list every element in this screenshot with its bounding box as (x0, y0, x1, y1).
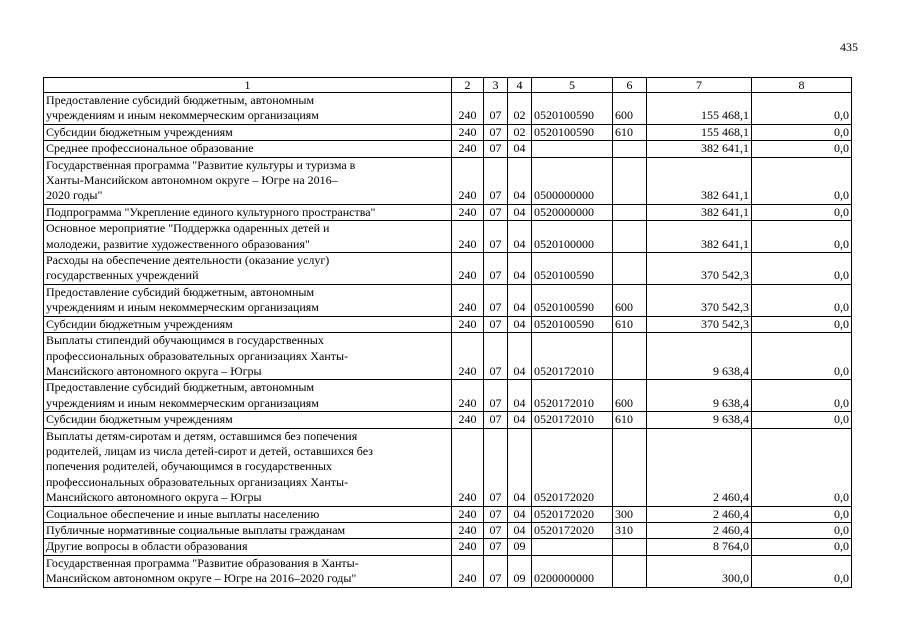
second-amount-cell: 0,0 (752, 539, 852, 555)
amount-cell: 9 638,4 (647, 380, 752, 412)
section-code-cell: 07 (484, 316, 508, 332)
description-line: Выплаты стипендий обучающимся в государственных (46, 333, 324, 348)
description-line: Публичные нормативные социальные выплаты гражданам (46, 522, 346, 537)
section-code-cell: 07 (484, 333, 508, 380)
description-line: попечения родителей, обучающимся в государственных (46, 459, 332, 474)
second-amount-cell: 0,0 (752, 316, 852, 332)
description-cell (44, 93, 452, 125)
subsection-code-cell: 04 (508, 316, 532, 332)
expense-type-cell (613, 333, 647, 380)
section-code-cell: 07 (484, 506, 508, 522)
department-code-cell: 240 (452, 253, 484, 285)
table-row (44, 221, 852, 253)
section-code-cell: 07 (484, 93, 508, 125)
subsection-code-cell: 09 (508, 555, 532, 587)
description-line: Выплаты детям-сиротам и детям, оставшимся без попечения (46, 428, 358, 443)
department-code-cell: 240 (452, 316, 484, 332)
subsection-code-cell: 04 (508, 221, 532, 253)
amount-cell: 9 638,4 (647, 412, 752, 428)
table-row (44, 93, 852, 125)
header-cell: 3 (484, 78, 508, 93)
subsection-code-cell: 04 (508, 253, 532, 285)
amount-cell: 155 468,1 (647, 124, 752, 140)
second-amount-cell: 0,0 (752, 284, 852, 316)
description-cell (44, 204, 452, 220)
description-line: Субсидии бюджетным учреждениям (46, 124, 233, 139)
table-row (44, 157, 852, 204)
target-article-cell: 0520172010 (532, 412, 613, 428)
second-amount-cell: 0,0 (752, 157, 852, 204)
target-article-cell: 0520100590 (532, 93, 613, 125)
description-cell (44, 157, 452, 204)
description-cell (44, 253, 452, 285)
description-cell (44, 221, 452, 253)
description-line: учреждениям и иным некоммерческим организациям (46, 108, 319, 123)
expense-type-cell (613, 141, 647, 157)
department-code-cell: 240 (452, 221, 484, 253)
department-code-cell: 240 (452, 539, 484, 555)
subsection-code-cell: 04 (508, 204, 532, 220)
table-row (44, 506, 852, 522)
subsection-code-cell: 09 (508, 539, 532, 555)
header-cell: 6 (613, 78, 647, 93)
header-row (44, 78, 852, 93)
subsection-code-cell: 04 (508, 522, 532, 538)
header-cell: 1 (44, 78, 452, 93)
department-code-cell: 240 (452, 333, 484, 380)
second-amount-cell: 0,0 (752, 380, 852, 412)
description-cell (44, 316, 452, 332)
description-line: Предоставление субсидий бюджетным, автономным (46, 93, 315, 107)
description-line: учреждениям и иным некоммерческим организациям (46, 395, 319, 410)
department-code-cell: 240 (452, 428, 484, 506)
subsection-code-cell: 02 (508, 93, 532, 125)
section-code-cell: 07 (484, 412, 508, 428)
section-code-cell: 07 (484, 221, 508, 253)
amount-cell: 155 468,1 (647, 93, 752, 125)
description-cell (44, 522, 452, 538)
amount-cell: 382 641,1 (647, 141, 752, 157)
subsection-code-cell: 04 (508, 333, 532, 380)
description-line: Социальное обеспечение и иные выплаты населению (46, 506, 320, 521)
department-code-cell: 240 (452, 412, 484, 428)
expense-type-cell (613, 428, 647, 506)
description-cell (44, 506, 452, 522)
description-cell (44, 141, 452, 157)
department-code-cell: 240 (452, 124, 484, 140)
subsection-code-cell: 04 (508, 428, 532, 506)
description-line: Государственная программа "Развитие культуры и туризма в (46, 157, 356, 172)
expense-type-cell: 310 (613, 522, 647, 538)
target-article-cell: 0520100000 (532, 221, 613, 253)
expense-type-cell (613, 555, 647, 587)
section-code-cell: 07 (484, 284, 508, 316)
target-article-cell: 0520172010 (532, 380, 613, 412)
amount-cell: 2 460,4 (647, 522, 752, 538)
header-cell: 7 (647, 78, 752, 93)
description-line: государственных учреждений (46, 268, 199, 283)
section-code-cell: 07 (484, 428, 508, 506)
description-cell (44, 333, 452, 380)
department-code-cell: 240 (452, 204, 484, 220)
second-amount-cell: 0,0 (752, 412, 852, 428)
table-row (44, 141, 852, 157)
target-article-cell (532, 539, 613, 555)
department-code-cell: 240 (452, 141, 484, 157)
department-code-cell: 240 (452, 93, 484, 125)
subsection-code-cell: 04 (508, 380, 532, 412)
expense-type-cell (613, 539, 647, 555)
target-article-cell: 0520172020 (532, 428, 613, 506)
amount-cell: 382 641,1 (647, 204, 752, 220)
expense-type-cell (613, 157, 647, 204)
second-amount-cell: 0,0 (752, 506, 852, 522)
department-code-cell: 240 (452, 380, 484, 412)
table-row (44, 539, 852, 555)
section-code-cell: 07 (484, 124, 508, 140)
description-line: профессиональных образовательных организациях Ханты- (46, 474, 349, 489)
amount-cell: 382 641,1 (647, 221, 752, 253)
description-line: Субсидии бюджетным учреждениям (46, 412, 233, 427)
section-code-cell: 07 (484, 555, 508, 587)
description-cell (44, 412, 452, 428)
section-code-cell: 07 (484, 141, 508, 157)
description-line: Государственная программа "Развитие образования в Ханты- (46, 555, 359, 570)
section-code-cell: 07 (484, 539, 508, 555)
table-row (44, 124, 852, 140)
target-article-cell: 0520172010 (532, 333, 613, 380)
description-line: профессиональных образовательных организациях Ханты- (46, 348, 349, 363)
section-code-cell: 07 (484, 522, 508, 538)
table-row (44, 412, 852, 428)
description-cell (44, 428, 452, 506)
table-row (44, 380, 852, 412)
section-code-cell: 07 (484, 253, 508, 285)
table-row (44, 204, 852, 220)
target-article-cell: 0520100590 (532, 253, 613, 285)
budget-table (43, 77, 852, 588)
department-code-cell: 240 (452, 284, 484, 316)
second-amount-cell: 0,0 (752, 555, 852, 587)
description-line: молодежи, развитие художественного образования" (46, 236, 310, 251)
description-cell (44, 284, 452, 316)
page-number: 435 (840, 40, 858, 54)
target-article-cell: 0200000000 (532, 555, 613, 587)
expense-type-cell: 600 (613, 93, 647, 125)
header-cell: 2 (452, 78, 484, 93)
department-code-cell: 240 (452, 506, 484, 522)
second-amount-cell: 0,0 (752, 124, 852, 140)
expense-type-cell: 610 (613, 316, 647, 332)
subsection-code-cell: 04 (508, 412, 532, 428)
second-amount-cell: 0,0 (752, 141, 852, 157)
table-row (44, 284, 852, 316)
department-code-cell: 240 (452, 555, 484, 587)
second-amount-cell: 0,0 (752, 522, 852, 538)
target-article-cell: 0520100590 (532, 124, 613, 140)
amount-cell: 8 764,0 (647, 539, 752, 555)
target-article-cell: 0520100590 (532, 284, 613, 316)
description-line: 2020 годы" (46, 188, 103, 203)
description-line: Мансийского автономного округа – Югры (46, 490, 262, 505)
section-code-cell: 07 (484, 380, 508, 412)
amount-cell: 370 542,3 (647, 284, 752, 316)
department-code-cell: 240 (452, 157, 484, 204)
expense-type-cell (613, 204, 647, 220)
expense-type-cell: 600 (613, 380, 647, 412)
expense-type-cell (613, 253, 647, 285)
description-line: учреждениям и иным некоммерческим организациям (46, 300, 319, 315)
target-article-cell (532, 141, 613, 157)
target-article-cell: 0520172020 (532, 506, 613, 522)
description-cell (44, 380, 452, 412)
target-article-cell: 0500000000 (532, 157, 613, 204)
description-line: Субсидии бюджетным учреждениям (46, 316, 233, 331)
description-cell (44, 124, 452, 140)
second-amount-cell: 0,0 (752, 333, 852, 380)
second-amount-cell: 0,0 (752, 221, 852, 253)
description-line: Ханты-Мансийском автономном округе – Югре на 2016– (46, 173, 338, 188)
header-cell: 5 (532, 78, 613, 93)
expense-type-cell (613, 221, 647, 253)
description-line: Предоставление субсидий бюджетным, автономным (46, 380, 315, 395)
target-article-cell: 0520000000 (532, 204, 613, 220)
amount-cell: 370 542,3 (647, 316, 752, 332)
second-amount-cell: 0,0 (752, 428, 852, 506)
target-article-cell: 0520100590 (532, 316, 613, 332)
subsection-code-cell: 04 (508, 157, 532, 204)
expense-type-cell: 300 (613, 506, 647, 522)
amount-cell: 2 460,4 (647, 506, 752, 522)
expense-type-cell: 600 (613, 284, 647, 316)
amount-cell: 370 542,3 (647, 253, 752, 285)
table-row (44, 428, 852, 506)
header-cell: 4 (508, 78, 532, 93)
table-row (44, 253, 852, 285)
expense-type-cell: 610 (613, 124, 647, 140)
description-line: Мансийского автономного округа – Югры (46, 363, 262, 378)
description-line: Подпрограмма "Укрепление единого культурного пространства" (46, 204, 376, 219)
description-cell (44, 539, 452, 555)
target-article-cell: 0520172020 (532, 522, 613, 538)
subsection-code-cell: 04 (508, 141, 532, 157)
description-line: родителей, лицам из числа детей-сирот и детей, оставшихся без (46, 443, 373, 458)
section-code-cell: 07 (484, 157, 508, 204)
table-row (44, 555, 852, 587)
description-line: Расходы на обеспечение деятельности (оказание услуг) (46, 253, 330, 268)
table-row (44, 333, 852, 380)
subsection-code-cell: 04 (508, 284, 532, 316)
expense-type-cell: 610 (613, 412, 647, 428)
amount-cell: 9 638,4 (647, 333, 752, 380)
subsection-code-cell: 02 (508, 124, 532, 140)
second-amount-cell: 0,0 (752, 204, 852, 220)
table-row (44, 316, 852, 332)
description-line: Основное мероприятие "Поддержка одаренных детей и (46, 221, 330, 236)
subsection-code-cell: 04 (508, 506, 532, 522)
description-line: Среднее профессиональное образование (46, 141, 254, 156)
second-amount-cell: 0,0 (752, 93, 852, 125)
department-code-cell: 240 (452, 522, 484, 538)
section-code-cell: 07 (484, 204, 508, 220)
header-cell: 8 (752, 78, 852, 93)
amount-cell: 2 460,4 (647, 428, 752, 506)
description-line: Мансийском автономном округе – Югре на 2016–2020 годы" (46, 571, 357, 586)
description-line: Предоставление субсидий бюджетным, автономным (46, 284, 315, 299)
second-amount-cell: 0,0 (752, 253, 852, 285)
table-row (44, 522, 852, 538)
description-cell (44, 555, 452, 587)
description-line: Другие вопросы в области образования (46, 539, 248, 554)
amount-cell: 382 641,1 (647, 157, 752, 204)
amount-cell: 300,0 (647, 555, 752, 587)
